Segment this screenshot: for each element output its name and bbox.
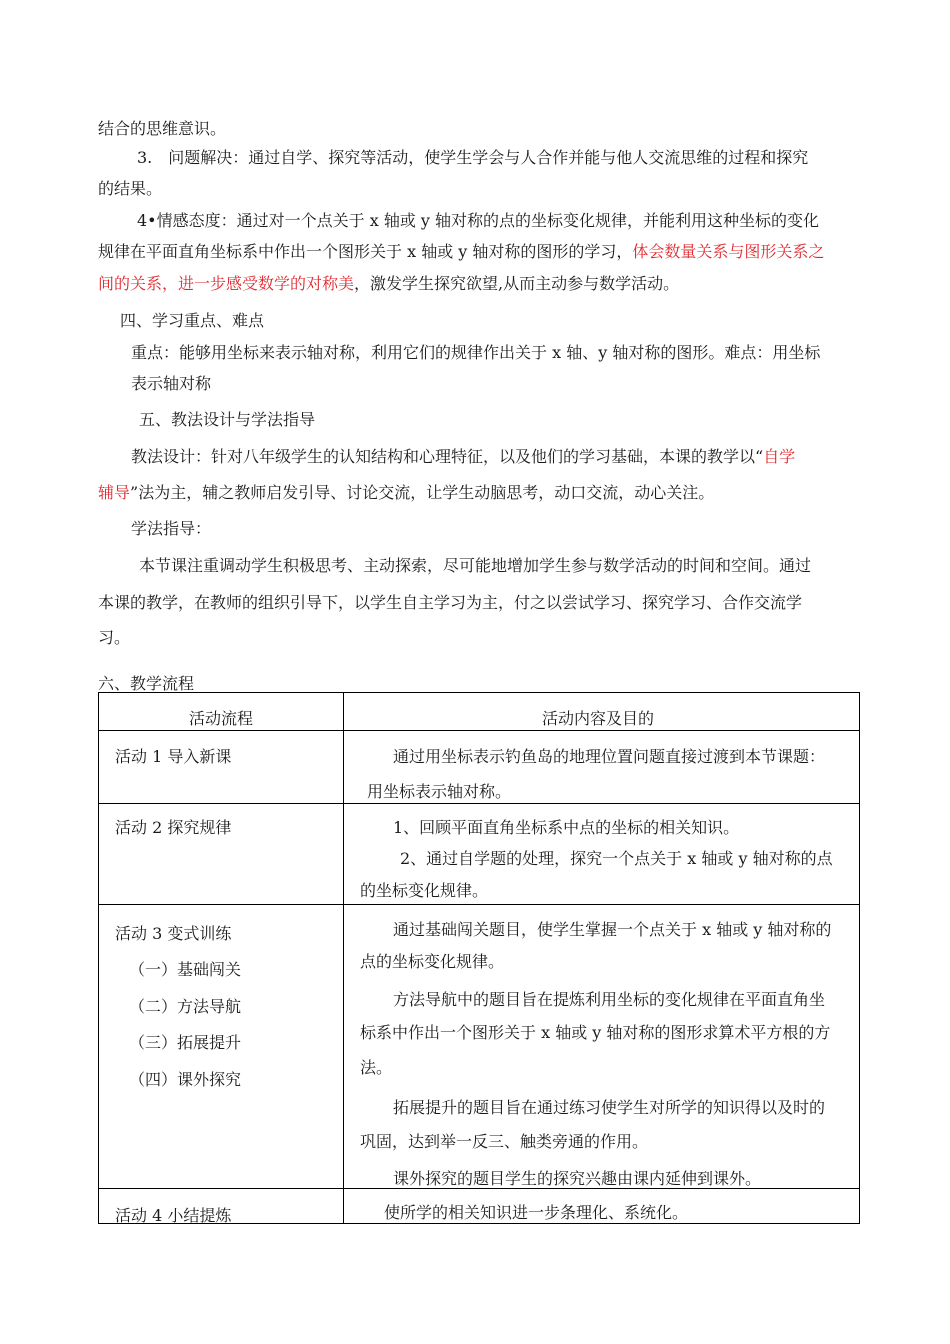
paragraph-thinking-awareness: 结合的思维意识。 — [98, 119, 227, 138]
table-row — [99, 804, 860, 905]
paragraph-problem-solving-cont: 的结果。 — [98, 179, 163, 198]
teaching-text: 教法设计：针对八年级学生的认知结构和心理特征，以及他们的学习基础，本课的教学以“ — [131, 447, 764, 466]
paragraph-teaching-method — [131, 445, 795, 469]
paragraph-emotion-attitude-line2 — [98, 240, 824, 264]
section-heading-teaching-flow: 六、教学流程 — [98, 674, 195, 693]
emotion-highlight-cont: 间的关系，进一步感受数学的对称美 — [98, 274, 355, 293]
paragraph-emotion-attitude: 4•情感态度：通过对一个点关于 x 轴或 y 轴对称的点的坐标变化规律，并能利用这种坐标的变化 — [137, 211, 820, 230]
paragraph-key-points: 重点：能够用坐标来表示轴对称，利用它们的规律作出关于 x 轴、y 轴对称的图形。难点：用坐标 — [131, 343, 821, 362]
activity-name: 活动 3 变式训练 — [115, 924, 232, 943]
activity-name: 活动 1 导入新课 — [115, 747, 232, 766]
table-header-row — [99, 693, 860, 731]
table-header-cell — [344, 693, 860, 731]
paragraph-key-points-cont: 表示轴对称 — [131, 374, 212, 393]
activity-content-line: 法。 — [360, 1058, 393, 1077]
activity-content-line: 1、回顾平面直角坐标系中点的坐标的相关知识。 — [393, 818, 740, 837]
table-row — [99, 905, 860, 1189]
activity-content-line: 用坐标表示轴对称。 — [367, 782, 512, 801]
emotion-highlight: 体会数量关系与图形关系之 — [632, 242, 825, 261]
activity-content-line: 方法导航中的题目旨在提炼利用坐标的变化规律在平面直角坐 — [393, 990, 826, 1009]
activity-subitem: （一）基础闯关 — [129, 960, 242, 979]
activity-content-line: 课外探究的题目学生的探究兴趣由课内延伸到课外。 — [393, 1169, 762, 1188]
activity-subitem: （二）方法导航 — [129, 997, 242, 1016]
teaching-highlight: 自学 — [763, 447, 796, 466]
activity-subitem: （三）拓展提升 — [129, 1033, 242, 1052]
table-row — [99, 731, 860, 804]
header-activity-content: 活动内容及目的 — [542, 709, 655, 728]
activity-name: 活动 4 小结提炼 — [115, 1206, 232, 1225]
activity-name: 活动 2 探究规律 — [115, 818, 232, 837]
emotion-text: 规律在平面直角坐标系中作出一个图形关于 x 轴或 y 轴对称的图形的学习， — [98, 242, 633, 261]
paragraph-learning-guide: 本节课注重调动学生积极思考、主动探索，尽可能地增加学生参与数学活动的时间和空间。通过 — [139, 556, 812, 575]
paragraph-emotion-attitude-line3 — [98, 272, 679, 296]
teaching-flow-table — [98, 692, 860, 1224]
section-heading-teaching-design: 五、教法设计与学法指导 — [139, 410, 316, 429]
teaching-text-cont: ”法为主，辅之教师启发引导、讨论交流，让学生动脑思考，动口交流，动心关注。 — [130, 483, 715, 502]
learning-guide-label: 学法指导： — [131, 519, 212, 538]
paragraph-learning-guide-line2: 本课的教学，在教师的组织引导下，以学生自主学习为主，付之以尝试学习、探究学习、合作交流学 — [98, 593, 803, 612]
activity-content-line: 的坐标变化规律。 — [360, 881, 489, 900]
activity-content-line: 通过用坐标表示钓鱼岛的地理位置问题直接过渡到本节课题： — [393, 747, 826, 766]
activity-content-line: 通过基础闯关题目，使学生掌握一个点关于 x 轴或 y 轴对称的 — [393, 920, 832, 939]
table-row — [99, 1189, 860, 1224]
activity-content-line: 2、通过自学题的处理，探究一个点关于 x 轴或 y 轴对称的点 — [400, 849, 833, 868]
activity-content-line: 使所学的相关知识进一步条理化、系统化。 — [384, 1203, 689, 1222]
table-header-cell — [99, 693, 344, 731]
activity-content-line: 巩固，达到举一反三、触类旁通的作用。 — [360, 1132, 649, 1151]
paragraph-problem-solving: 3. 问题解决：通过自学、探究等活动，使学生学会与人合作并能与他人交流思维的过程和探究 — [137, 148, 809, 167]
activity-subitem: （四）课外探究 — [129, 1070, 242, 1089]
paragraph-learning-guide-line3: 习。 — [98, 628, 131, 647]
header-activity-flow: 活动流程 — [189, 709, 254, 728]
activity-content-line: 拓展提升的题目旨在通过练习使学生对所学的知识得以及时的 — [393, 1098, 826, 1117]
emotion-text-cont: ，激发学生探究欲望,从而主动参与数学活动。 — [354, 274, 680, 293]
section-heading-key-points: 四、学习重点、难点 — [120, 311, 265, 330]
activity-content-line: 标系中作出一个图形关于 x 轴或 y 轴对称的图形求算术平方根的方 — [360, 1023, 831, 1042]
activity-content-line: 点的坐标变化规律。 — [360, 952, 505, 971]
paragraph-teaching-method-cont — [98, 481, 714, 505]
teaching-highlight-cont: 辅导 — [98, 483, 131, 502]
